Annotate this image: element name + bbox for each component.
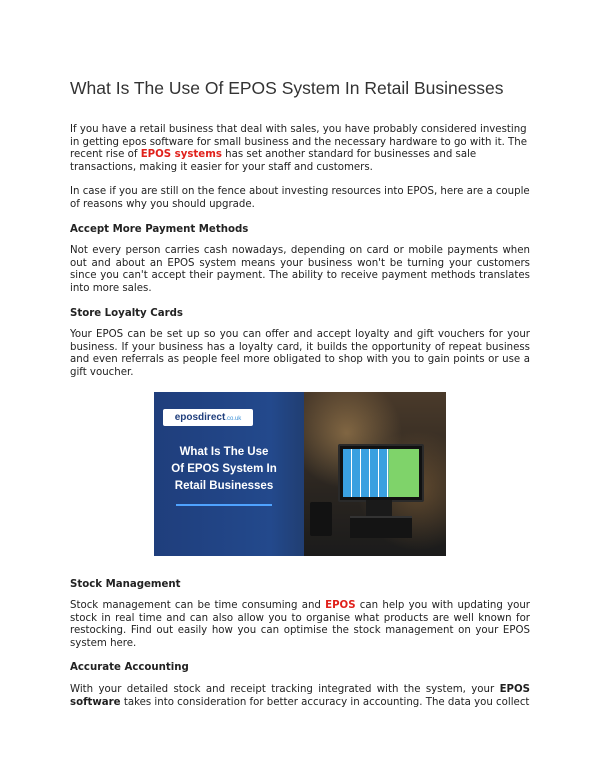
accounting-text-2: takes into consideration for better accuracy in accounting. The data you collect xyxy=(120,696,530,708)
stock-paragraph xyxy=(70,600,530,650)
page-title: What Is The Use Of EPOS System In Retail Businesses xyxy=(70,78,504,98)
hero-heading-line-2: Of EPOS System In xyxy=(171,462,277,475)
cash-drawer xyxy=(350,516,412,538)
loyalty-paragraph: Your EPOS can be set up so you can offer and accept loyalty and gift vouchers for your business. If your business has a loyalty card, it builds the opportunity of repeat business and even referrals as people feel more obligated to shop with you to gain points or use a gift voucher. xyxy=(70,329,530,378)
hero-heading xyxy=(164,444,284,495)
epos-systems-link[interactable]: EPOS systems xyxy=(140,149,222,161)
stock-text-1: Stock management can be time consuming and xyxy=(70,600,326,612)
intro-paragraph-2: In case if you are still on the fence about investing resources into EPOS, here are a couple of reasons why you should upgrade. xyxy=(70,186,530,210)
heading-stock-management: Stock Management xyxy=(70,578,181,590)
hero-underline xyxy=(176,504,272,506)
stock-text-2: can help you with updating your stock in real time and can also allow you to organise what products are well known for restocking. Find out easily how you can optimise the stock management on your EPOS system here. xyxy=(70,600,530,649)
intro-paragraph-1 xyxy=(70,124,530,174)
intro-text-1: If you have a retail business that deal with sales, you have probably considered investing in getting epos software for small business and the necessary hardware to go with it. The recent rise of xyxy=(70,124,527,161)
eposdirect-logo: eposdirect.co.uk xyxy=(163,409,253,426)
hero-image xyxy=(154,392,446,556)
hero-heading-line-3: Retail Businesses xyxy=(174,479,274,492)
accounting-text-1: With your detailed stock and receipt tracking integrated with the system, your xyxy=(70,684,500,696)
epos-link[interactable]: EPOS xyxy=(325,600,356,612)
heading-loyalty-cards: Store Loyalty Cards xyxy=(70,307,183,319)
hero-heading-line-1: What Is The Use xyxy=(179,445,269,458)
intro-text-2: has set another standard for businesses and sale transactions, making it easier for your staff and customers. xyxy=(70,149,477,173)
article-body xyxy=(70,124,530,721)
heading-accurate-accounting: Accurate Accounting xyxy=(70,662,189,674)
accounting-paragraph xyxy=(70,684,530,709)
heading-payment-methods: Accept More Payment Methods xyxy=(70,223,249,235)
pos-monitor xyxy=(338,444,424,502)
receipt-printer xyxy=(310,502,332,536)
epos-software-link[interactable]: EPOS software xyxy=(70,684,530,708)
pos-screen xyxy=(343,449,419,497)
payment-paragraph: Not every person carries cash nowadays, depending on card or mobile payments when out and about an EPOS system means your business won't be turning your customers since you can't accept their payment. The ability to receive payment methods translates into more sales. xyxy=(70,245,530,294)
